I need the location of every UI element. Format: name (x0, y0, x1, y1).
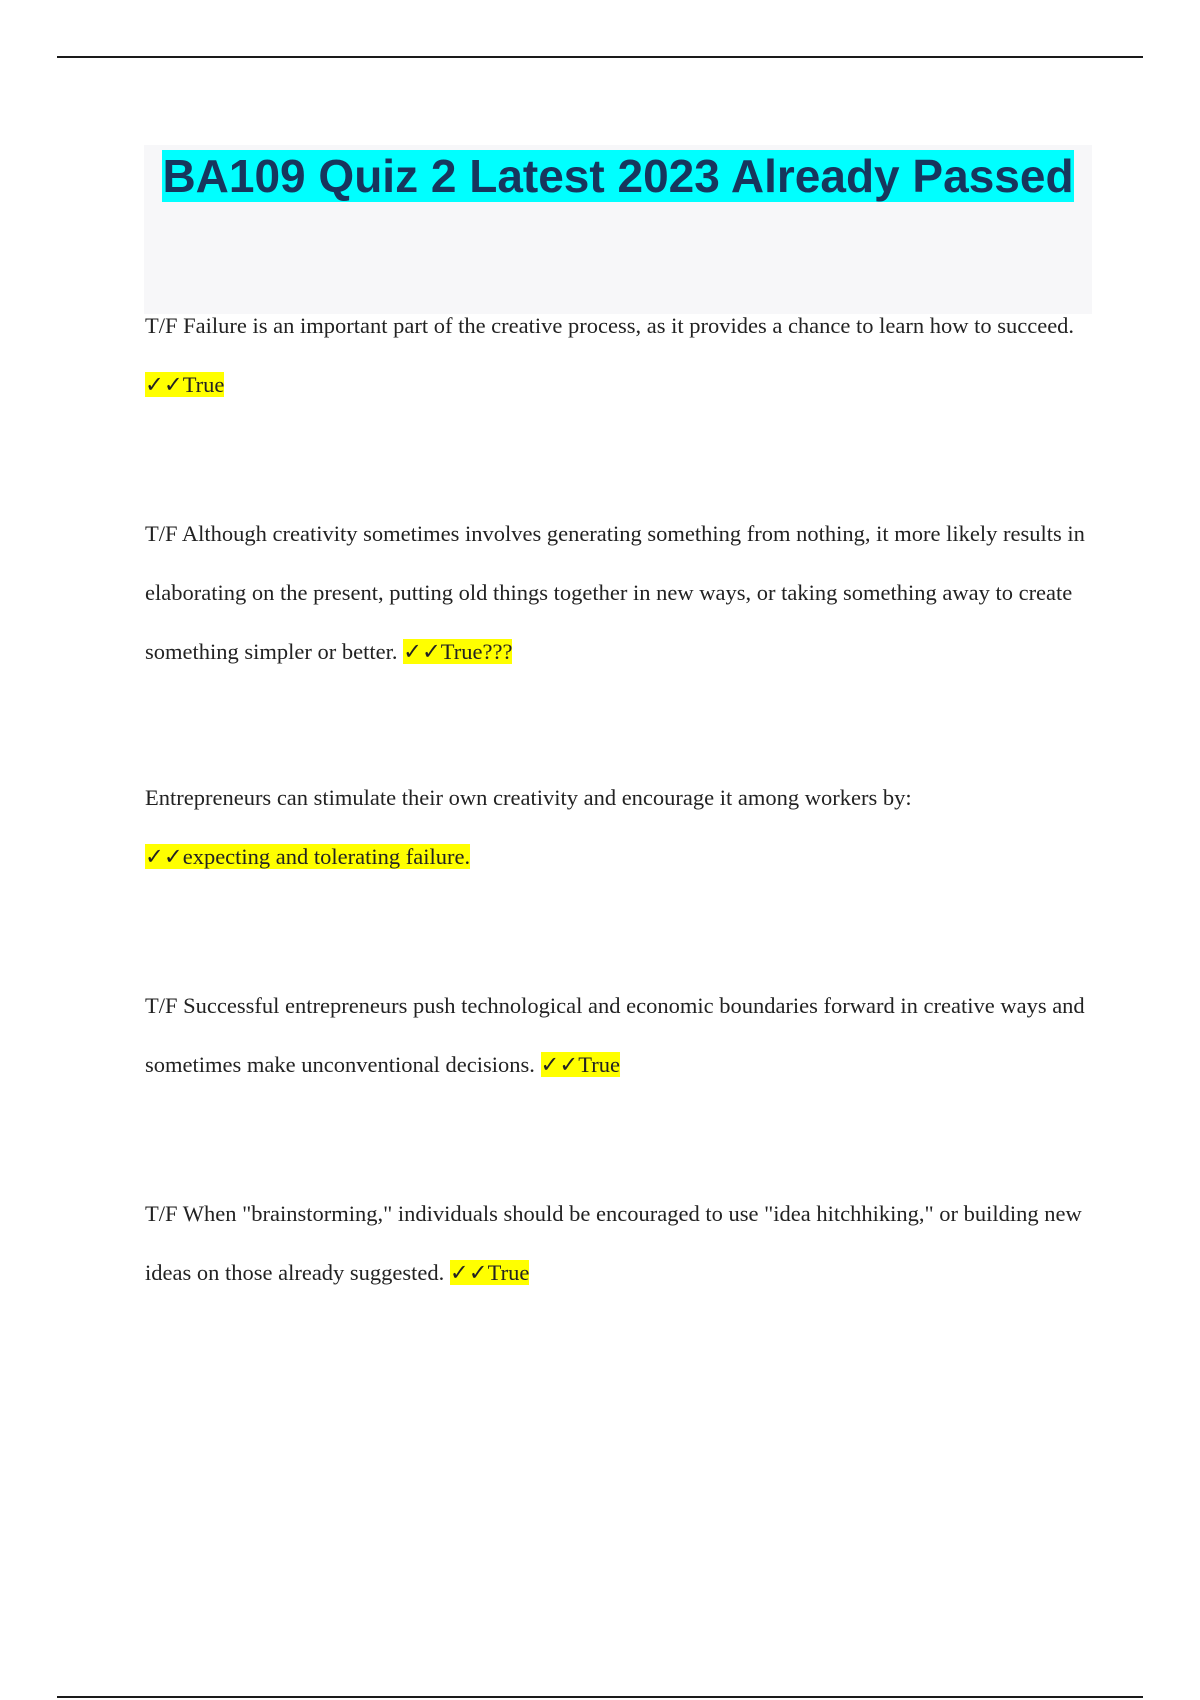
question-text: T/F Successful entrepreneurs push technological and economic boundaries forward in creative ways and sometimes make unconventional decisions. (145, 993, 1085, 1077)
question-4 (145, 976, 1085, 1094)
question-1 (145, 296, 1085, 414)
answer-highlight: ✓✓expecting and tolerating failure. (145, 844, 471, 869)
question-text: T/F Failure is an important part of the creative process, as it provides a chance to learn how to succeed. (145, 313, 1075, 338)
top-rule (57, 56, 1143, 58)
page-title: BA109 Quiz 2 Latest 2023 Already Passed (162, 150, 1074, 202)
answer-highlight: ✓✓True (145, 372, 225, 397)
question-5 (145, 1184, 1085, 1302)
question-2 (145, 504, 1085, 681)
answer-highlight: ✓✓True (540, 1052, 620, 1077)
answer-highlight: ✓✓True (449, 1260, 530, 1285)
question-text: Entrepreneurs can stimulate their own creativity and encourage it among workers by: (145, 785, 912, 810)
question-text: T/F Although creativity sometimes involves generating something from nothing, it more likely results in elaborating on the present, putting old things together in new ways, or taking something away to create something simpler or better. (145, 521, 1085, 664)
bottom-rule (57, 1696, 1143, 1698)
answer-highlight: ✓✓True??? (403, 639, 513, 664)
question-3 (145, 768, 1085, 886)
question-text: T/F When "brainstorming," individuals should be encouraged to use "idea hitchhiking," or building new ideas on those already suggested. (145, 1201, 1082, 1285)
title-banner (144, 145, 1092, 314)
